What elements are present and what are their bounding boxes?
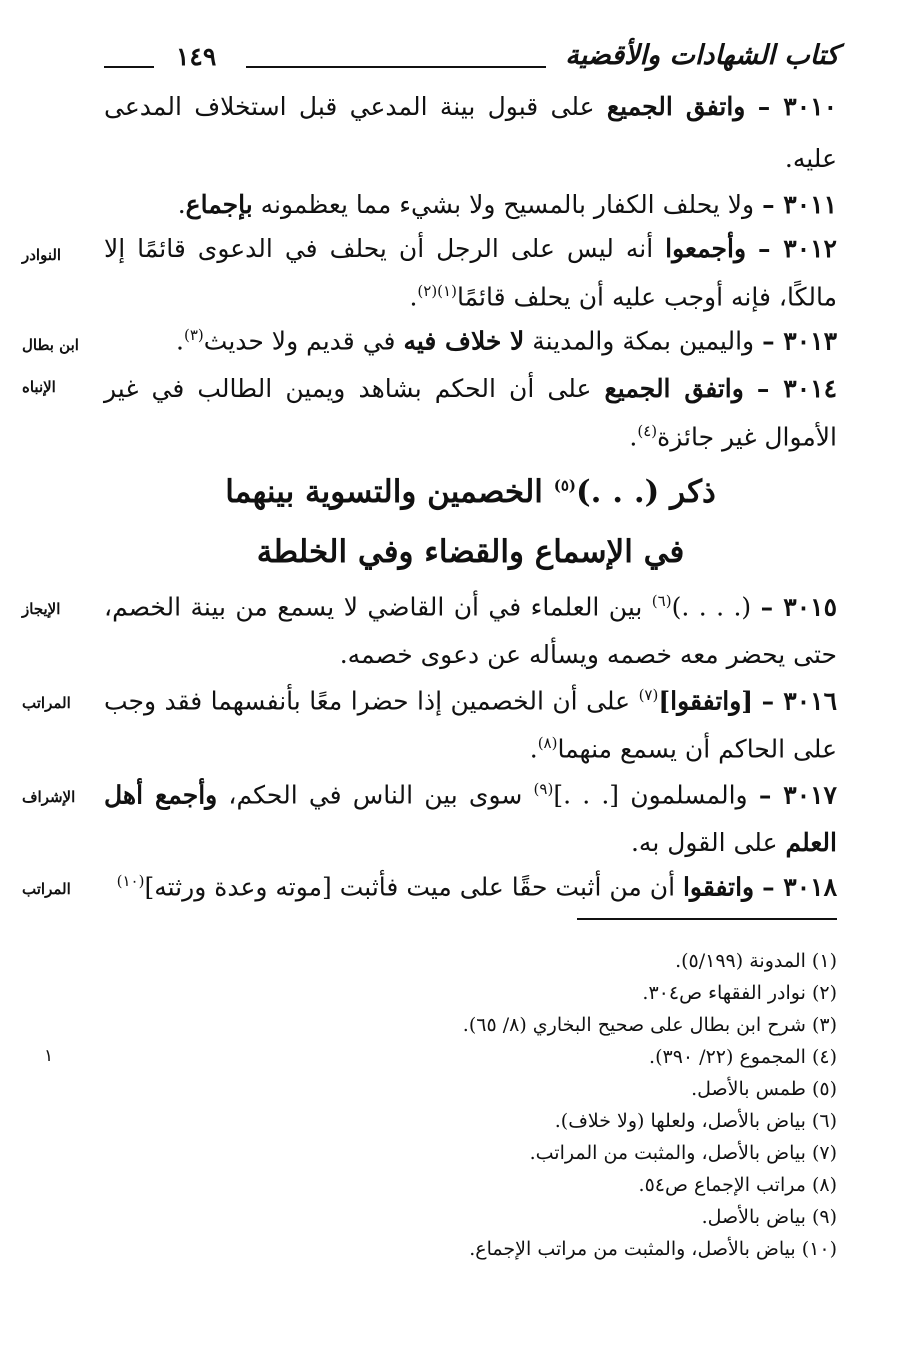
- footnote: (٤) المجموع (٢٢/ ٣٩٠).: [649, 1046, 837, 1068]
- body-line: [117, 872, 837, 902]
- line-text: بين العلماء في أن القاضي لا يسمع من بينة الخصم،: [104, 592, 643, 622]
- footnote: (٣) شرح ابن بطال على صحيح البخاري (٨/ ٦٥).: [462, 1014, 837, 1036]
- line-text: عليه.: [784, 144, 837, 173]
- body-line: [176, 326, 837, 356]
- bold-phrase: وأجمع أهل: [104, 780, 218, 810]
- heading-text: ذكر (. . .): [576, 474, 716, 510]
- entry-number: ٣٠١٣ –: [762, 326, 837, 356]
- section-heading-line-2: في الإسماع والقضاء وفي الخلطة: [256, 534, 685, 570]
- footnote-ref: (٣): [184, 326, 204, 344]
- line-text: على أن الخصمين إذا حضرا معًا بأنفسهما فقد وجب: [104, 686, 631, 716]
- bold-phrase: واتفق الجميع: [606, 92, 746, 121]
- footnote-ref: (١٠): [116, 872, 145, 890]
- line-text: الأموال غير جائزة: [657, 422, 837, 452]
- entry-number: ٣٠١٤ –: [756, 374, 837, 403]
- body-line: [409, 282, 837, 312]
- line-text: ولا يحلف الكفار بالمسيح ولا بشيء مما يعظمونه: [260, 190, 755, 219]
- line-text: حتى يحضر معه خصمه ويسأله عن دعوى خصمه.: [339, 640, 837, 669]
- header-rule: [104, 66, 154, 68]
- bold-phrase: لا خلاف فيه: [403, 326, 525, 356]
- side-reference: الإيجاز: [22, 600, 61, 618]
- body-line: [631, 828, 837, 858]
- margin-mark: ١: [44, 1046, 54, 1066]
- side-reference: النوادر: [22, 246, 62, 264]
- side-reference: المراتب: [22, 694, 71, 712]
- body-line: [340, 640, 837, 670]
- footnote-ref: (٤): [637, 422, 658, 440]
- body-line: [104, 374, 837, 404]
- bold-phrase: واتفقوا: [682, 872, 755, 902]
- footnote: (٨) مراتب الإجماع ص٥٤.: [638, 1174, 837, 1196]
- side-reference: المراتب: [22, 880, 71, 898]
- body-line: [629, 422, 837, 452]
- line-text: واليمين بمكة والمدينة: [532, 326, 755, 356]
- line-text: مالكًا، فإنه أوجب عليه أن يحلف قائمًا: [456, 282, 837, 312]
- header-rule: [246, 66, 546, 68]
- bold-phrase: [واتفقوا]: [658, 686, 754, 716]
- running-title: كتاب الشهادات والأقضية: [565, 40, 839, 71]
- line-text: على قبول بينة المدعي قبل استخلاف المدعى: [104, 92, 595, 121]
- footnote: (٢) نوادر الفقهاء ص٣٠٤.: [642, 982, 837, 1004]
- period: .: [409, 282, 418, 312]
- body-line: [785, 144, 837, 174]
- body-line: [104, 592, 837, 622]
- side-reference: ابن بطال: [22, 336, 79, 354]
- footnote-ref: (٨): [537, 734, 558, 752]
- side-reference: الإشراف: [22, 788, 76, 806]
- page-number: ١٤٩: [176, 42, 217, 71]
- body-line: [104, 92, 837, 122]
- period: .: [176, 326, 184, 356]
- line-text: أنه ليس على الرجل أن يحلف في الدعوى قائمًا إلا: [104, 234, 654, 263]
- period: .: [177, 190, 186, 219]
- footnote-ref: (٥): [553, 476, 577, 495]
- footnote: (٩) بياض بالأصل.: [701, 1206, 837, 1228]
- footnote: (٧) بياض بالأصل، والمثبت من المراتب.: [529, 1142, 837, 1164]
- body-line: [104, 686, 837, 716]
- side-reference: الإنباه: [22, 378, 56, 396]
- footnote: (٦) بياض بالأصل، ولعلها (ولا خلاف).: [554, 1110, 837, 1132]
- footnote-ref: (١)(٢): [417, 282, 457, 300]
- entry-number: ٣٠١١ –: [762, 190, 837, 219]
- bold-phrase: العلم: [785, 828, 837, 857]
- footnote: (١) المدونة (٥/١٩٩).: [675, 950, 837, 972]
- heading-text: الخصمين والتسوية بينهما: [225, 474, 543, 510]
- footnote-separator: [577, 918, 837, 920]
- bold-phrase: وأجمعوا: [665, 234, 747, 263]
- footnote-ref: (٧): [638, 686, 659, 704]
- footnote: (٥) طمس بالأصل.: [691, 1078, 837, 1100]
- entry-number: ٣٠١٧ –: [758, 780, 837, 810]
- entry-number: ٣٠١٢ –: [758, 234, 837, 263]
- bold-phrase: واتفق الجميع: [604, 374, 744, 403]
- line-text: (. . . .): [671, 592, 752, 622]
- line-text: والمسلمون [. . .]: [553, 780, 748, 810]
- period: .: [629, 422, 638, 452]
- body-line: [104, 780, 837, 810]
- section-heading: [104, 474, 837, 510]
- entry-number: ٣٠١٨ –: [762, 872, 837, 902]
- body-line: [178, 190, 837, 220]
- line-text: أن من أثبت حقًا على ميت فأثبت [موته وعدة ورثته]: [144, 872, 676, 902]
- entry-number: ٣٠١٦ –: [761, 686, 838, 716]
- footnote-ref: (٦): [651, 592, 672, 610]
- line-text: في قديم ولا حديث: [203, 326, 396, 356]
- line-text: على أن الحكم بشاهد ويمين الطالب في غير: [104, 374, 592, 403]
- bold-phrase: بإجماع: [185, 190, 253, 219]
- period: .: [529, 734, 538, 764]
- line-text: على الحاكم أن يسمع منهما: [557, 734, 837, 764]
- footnote: (١٠) بياض بالأصل، والمثبت من مراتب الإجماع.: [469, 1238, 837, 1260]
- body-line: [104, 234, 837, 264]
- entry-number: ٣٠١٥ –: [760, 592, 837, 622]
- body-line: [530, 734, 837, 764]
- entry-number: ٣٠١٠ –: [757, 92, 837, 121]
- footnote-ref: (٩): [533, 780, 554, 798]
- line-text: سوى بين الناس في الحكم،: [228, 780, 523, 810]
- line-text: على القول به.: [630, 828, 778, 857]
